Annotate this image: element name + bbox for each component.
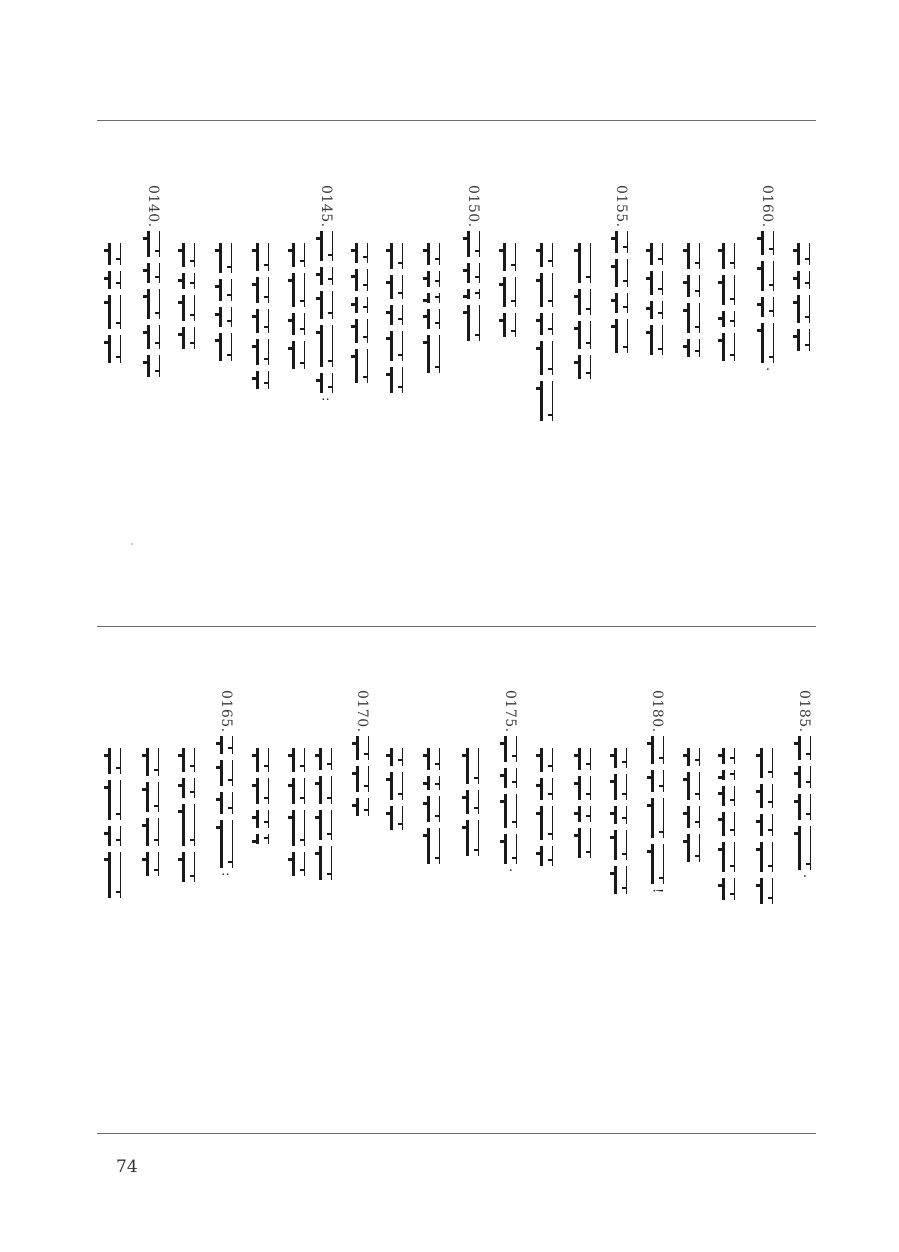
script-word (578, 828, 591, 858)
script-word (540, 806, 553, 840)
script-line (798, 736, 811, 870)
script-word (427, 335, 440, 373)
script-word (540, 778, 553, 800)
script-word (615, 231, 628, 253)
script-word (256, 778, 269, 804)
text-column (355, 690, 369, 816)
text-column (390, 745, 403, 830)
script-word (292, 273, 305, 307)
script-word (687, 243, 700, 269)
script-word (182, 295, 195, 321)
text-column (797, 690, 811, 878)
text-column (760, 185, 774, 371)
script-line (578, 748, 591, 858)
script-word (467, 231, 480, 257)
script-word (355, 243, 368, 263)
script-word (320, 291, 333, 319)
script-line (219, 243, 232, 361)
script-word (504, 834, 517, 864)
script-word (760, 814, 773, 836)
text-column (650, 690, 664, 893)
script-word (320, 231, 333, 261)
script-word (182, 327, 195, 349)
script-word (503, 243, 516, 271)
script-word (797, 295, 810, 323)
script-line (722, 748, 735, 900)
text-column (614, 745, 627, 894)
text-column (292, 240, 305, 369)
script-word (256, 339, 269, 365)
text-column (390, 240, 403, 393)
entry-punctuation: · (796, 873, 812, 878)
script-word (504, 736, 517, 762)
entry-number: 0170. (354, 690, 370, 733)
script-word (356, 798, 369, 816)
script-word (256, 277, 269, 303)
script-word (466, 748, 479, 784)
script-word (504, 794, 517, 828)
script-line (760, 748, 773, 904)
script-line (319, 748, 332, 880)
script-word (182, 804, 195, 846)
script-word (427, 796, 440, 822)
script-word (390, 243, 403, 269)
text-column (466, 745, 479, 856)
script-word (220, 792, 233, 814)
script-word (147, 289, 160, 319)
top-rule (97, 120, 816, 121)
script-word (466, 790, 479, 814)
script-word (760, 842, 773, 872)
script-word (219, 279, 232, 301)
script-word (256, 371, 269, 389)
script-word (615, 319, 628, 353)
script-word (355, 319, 368, 343)
script-word (182, 243, 195, 267)
script-word (147, 263, 160, 283)
text-column (146, 185, 160, 377)
script-word (614, 748, 627, 768)
script-word (108, 852, 121, 898)
script-word (292, 748, 305, 772)
script-word (760, 784, 773, 808)
script-word (722, 842, 735, 872)
script-word (182, 748, 195, 772)
script-word (466, 820, 479, 856)
script-word (220, 820, 233, 868)
entry-number: 0150. (465, 185, 481, 228)
script-word (722, 333, 735, 361)
script-line (146, 748, 159, 876)
text-column (578, 745, 591, 858)
script-word (356, 766, 369, 792)
script-line (427, 748, 440, 864)
script-word (798, 766, 811, 788)
script-word (146, 748, 159, 776)
script-word (319, 776, 332, 804)
script-word (650, 301, 663, 319)
script-word (722, 275, 735, 305)
script-word (256, 748, 269, 772)
script-word (427, 271, 440, 287)
script-line (390, 243, 403, 393)
text-column (503, 240, 516, 337)
script-word (687, 748, 700, 766)
text-column (614, 185, 628, 353)
script-word (256, 810, 269, 828)
script-line (182, 243, 195, 349)
script-word (540, 341, 553, 375)
script-word (147, 355, 160, 377)
script-word (146, 818, 159, 846)
text-column (256, 745, 269, 844)
entry-punctuation: : (218, 871, 234, 876)
text-column (219, 240, 232, 361)
script-word (220, 760, 233, 786)
script-word (108, 826, 121, 846)
script-word (356, 736, 369, 760)
script-line (797, 243, 810, 351)
script-word (147, 325, 160, 349)
script-word (687, 303, 700, 333)
script-word (722, 878, 735, 900)
script-line (540, 243, 553, 421)
script-word (108, 271, 121, 289)
script-word (256, 309, 269, 333)
script-word (540, 748, 553, 772)
script-line (292, 748, 305, 876)
script-line (467, 231, 480, 341)
script-word (319, 748, 332, 770)
script-word (650, 243, 663, 265)
entry-punctuation: : (318, 396, 334, 401)
script-line (256, 748, 269, 844)
text-column (427, 745, 440, 864)
script-word (614, 774, 627, 800)
entry-punctuation: ! (649, 887, 665, 893)
script-word (797, 329, 810, 351)
text-column (797, 240, 810, 351)
script-word (147, 231, 160, 257)
script-word (687, 275, 700, 297)
text-column (650, 240, 663, 355)
script-word (578, 289, 591, 315)
script-word (578, 321, 591, 349)
script-word (540, 846, 553, 866)
script-word (578, 776, 591, 800)
script-word (651, 736, 664, 764)
script-word (108, 780, 121, 820)
script-line (503, 243, 516, 337)
script-word (390, 772, 403, 800)
script-word (760, 748, 773, 778)
script-word (292, 341, 305, 369)
entry-number: 0145. (318, 185, 334, 228)
text-column (722, 240, 735, 361)
script-word (108, 335, 121, 363)
text-column (182, 745, 195, 882)
text-column (466, 185, 480, 341)
script-word (182, 852, 195, 882)
text-column (108, 745, 121, 898)
script-word (798, 736, 811, 760)
script-word (292, 810, 305, 846)
script-word (219, 333, 232, 361)
script-word (467, 263, 480, 283)
script-word (614, 866, 627, 894)
script-word (687, 806, 700, 828)
script-line (614, 748, 627, 894)
entry-punctuation: · (502, 867, 518, 872)
script-word (319, 810, 332, 840)
script-line (466, 748, 479, 856)
entry-number: 0185. (796, 690, 812, 733)
script-word (390, 748, 403, 766)
script-line (108, 243, 121, 363)
text-column (760, 745, 773, 904)
script-word (615, 259, 628, 287)
script-word (722, 748, 735, 764)
script-word (256, 834, 269, 844)
text-column (355, 240, 368, 383)
script-word (256, 243, 269, 271)
script-line (220, 736, 233, 868)
script-line (427, 243, 440, 373)
script-line (355, 243, 368, 383)
script-word (146, 852, 159, 876)
script-line (256, 243, 269, 389)
entry-number: 0180. (649, 690, 665, 733)
script-word (108, 295, 121, 329)
entry-number: 0160. (759, 185, 775, 228)
script-line (504, 736, 517, 864)
script-word (182, 273, 195, 289)
script-word (797, 271, 810, 289)
text-column (427, 240, 440, 373)
script-word (467, 305, 480, 341)
script-word (761, 261, 774, 291)
script-word (540, 313, 553, 335)
script-word (578, 243, 591, 283)
text-column (108, 240, 121, 363)
script-word (355, 349, 368, 383)
script-word (761, 231, 774, 255)
script-word (292, 243, 305, 267)
script-word (798, 794, 811, 820)
script-word (427, 309, 440, 329)
script-word (108, 748, 121, 774)
text-column (146, 745, 159, 876)
script-word (614, 806, 627, 824)
text-column (503, 690, 517, 872)
script-word (319, 846, 332, 880)
script-word (687, 339, 700, 357)
text-column (722, 745, 735, 900)
script-word (650, 271, 663, 295)
script-word (292, 313, 305, 335)
script-line (761, 231, 774, 363)
script-word (427, 243, 440, 265)
middle-rule (97, 626, 816, 627)
script-word (220, 736, 233, 754)
script-word (390, 806, 403, 830)
script-word (108, 243, 121, 265)
script-word (390, 275, 403, 299)
script-word (615, 293, 628, 313)
script-line (650, 243, 663, 355)
script-word (219, 307, 232, 327)
entry-number: 0140. (145, 185, 161, 228)
text-column (319, 745, 332, 880)
script-word (722, 243, 735, 269)
script-line (182, 748, 195, 882)
page-number: 74 (116, 1157, 138, 1177)
script-word (722, 311, 735, 327)
script-word (722, 786, 735, 806)
entry-number: 0165. (218, 690, 234, 733)
script-word (427, 828, 440, 864)
script-word (390, 367, 403, 393)
script-word (427, 776, 440, 790)
script-word (320, 325, 333, 367)
entry-punctuation: · (759, 366, 775, 371)
script-word (292, 852, 305, 876)
text-column (578, 240, 591, 379)
script-word (578, 806, 591, 822)
script-word (427, 293, 440, 303)
script-word (504, 768, 517, 788)
script-line (578, 243, 591, 379)
script-line (687, 748, 700, 862)
script-word (467, 289, 480, 299)
script-word (390, 331, 403, 361)
script-word (540, 273, 553, 307)
script-word (687, 834, 700, 862)
script-word (146, 782, 159, 812)
entry-number: 0155. (613, 185, 629, 228)
script-word (320, 267, 333, 285)
script-line (147, 231, 160, 377)
script-word (651, 770, 664, 792)
script-word (722, 770, 735, 780)
script-line (390, 748, 403, 830)
bottom-rule (97, 1133, 816, 1134)
script-word (761, 323, 774, 363)
text-column (256, 240, 269, 389)
script-line (292, 243, 305, 369)
script-word (761, 297, 774, 317)
script-word (650, 325, 663, 355)
text-column (540, 240, 553, 421)
entry-number: 0175. (502, 690, 518, 733)
speck (131, 543, 133, 545)
script-word (540, 381, 553, 421)
script-line (722, 243, 735, 361)
text-column (219, 690, 233, 876)
script-word (503, 277, 516, 307)
script-word (578, 748, 591, 770)
script-word (614, 830, 627, 860)
script-line (687, 243, 700, 357)
script-word (292, 778, 305, 804)
script-word (540, 243, 553, 267)
script-word (578, 355, 591, 379)
script-word (219, 243, 232, 273)
script-word (355, 297, 368, 313)
text-column (540, 745, 553, 866)
script-word (503, 313, 516, 337)
script-word (797, 243, 810, 265)
script-word (760, 878, 773, 904)
script-word (651, 798, 664, 838)
text-column (182, 240, 195, 349)
script-word (798, 826, 811, 870)
script-word (722, 812, 735, 836)
text-column (292, 745, 305, 876)
script-line (108, 748, 121, 898)
script-word (182, 778, 195, 798)
script-word (390, 305, 403, 325)
script-line (320, 231, 333, 393)
script-word (687, 772, 700, 800)
text-column (687, 745, 700, 862)
script-word (427, 748, 440, 770)
text-column (687, 240, 700, 357)
script-line (356, 736, 369, 816)
script-word (651, 844, 664, 884)
script-line (540, 748, 553, 866)
text-column (319, 185, 333, 401)
script-word (355, 269, 368, 291)
script-word (320, 373, 333, 393)
script-line (615, 231, 628, 353)
script-line (651, 736, 664, 884)
